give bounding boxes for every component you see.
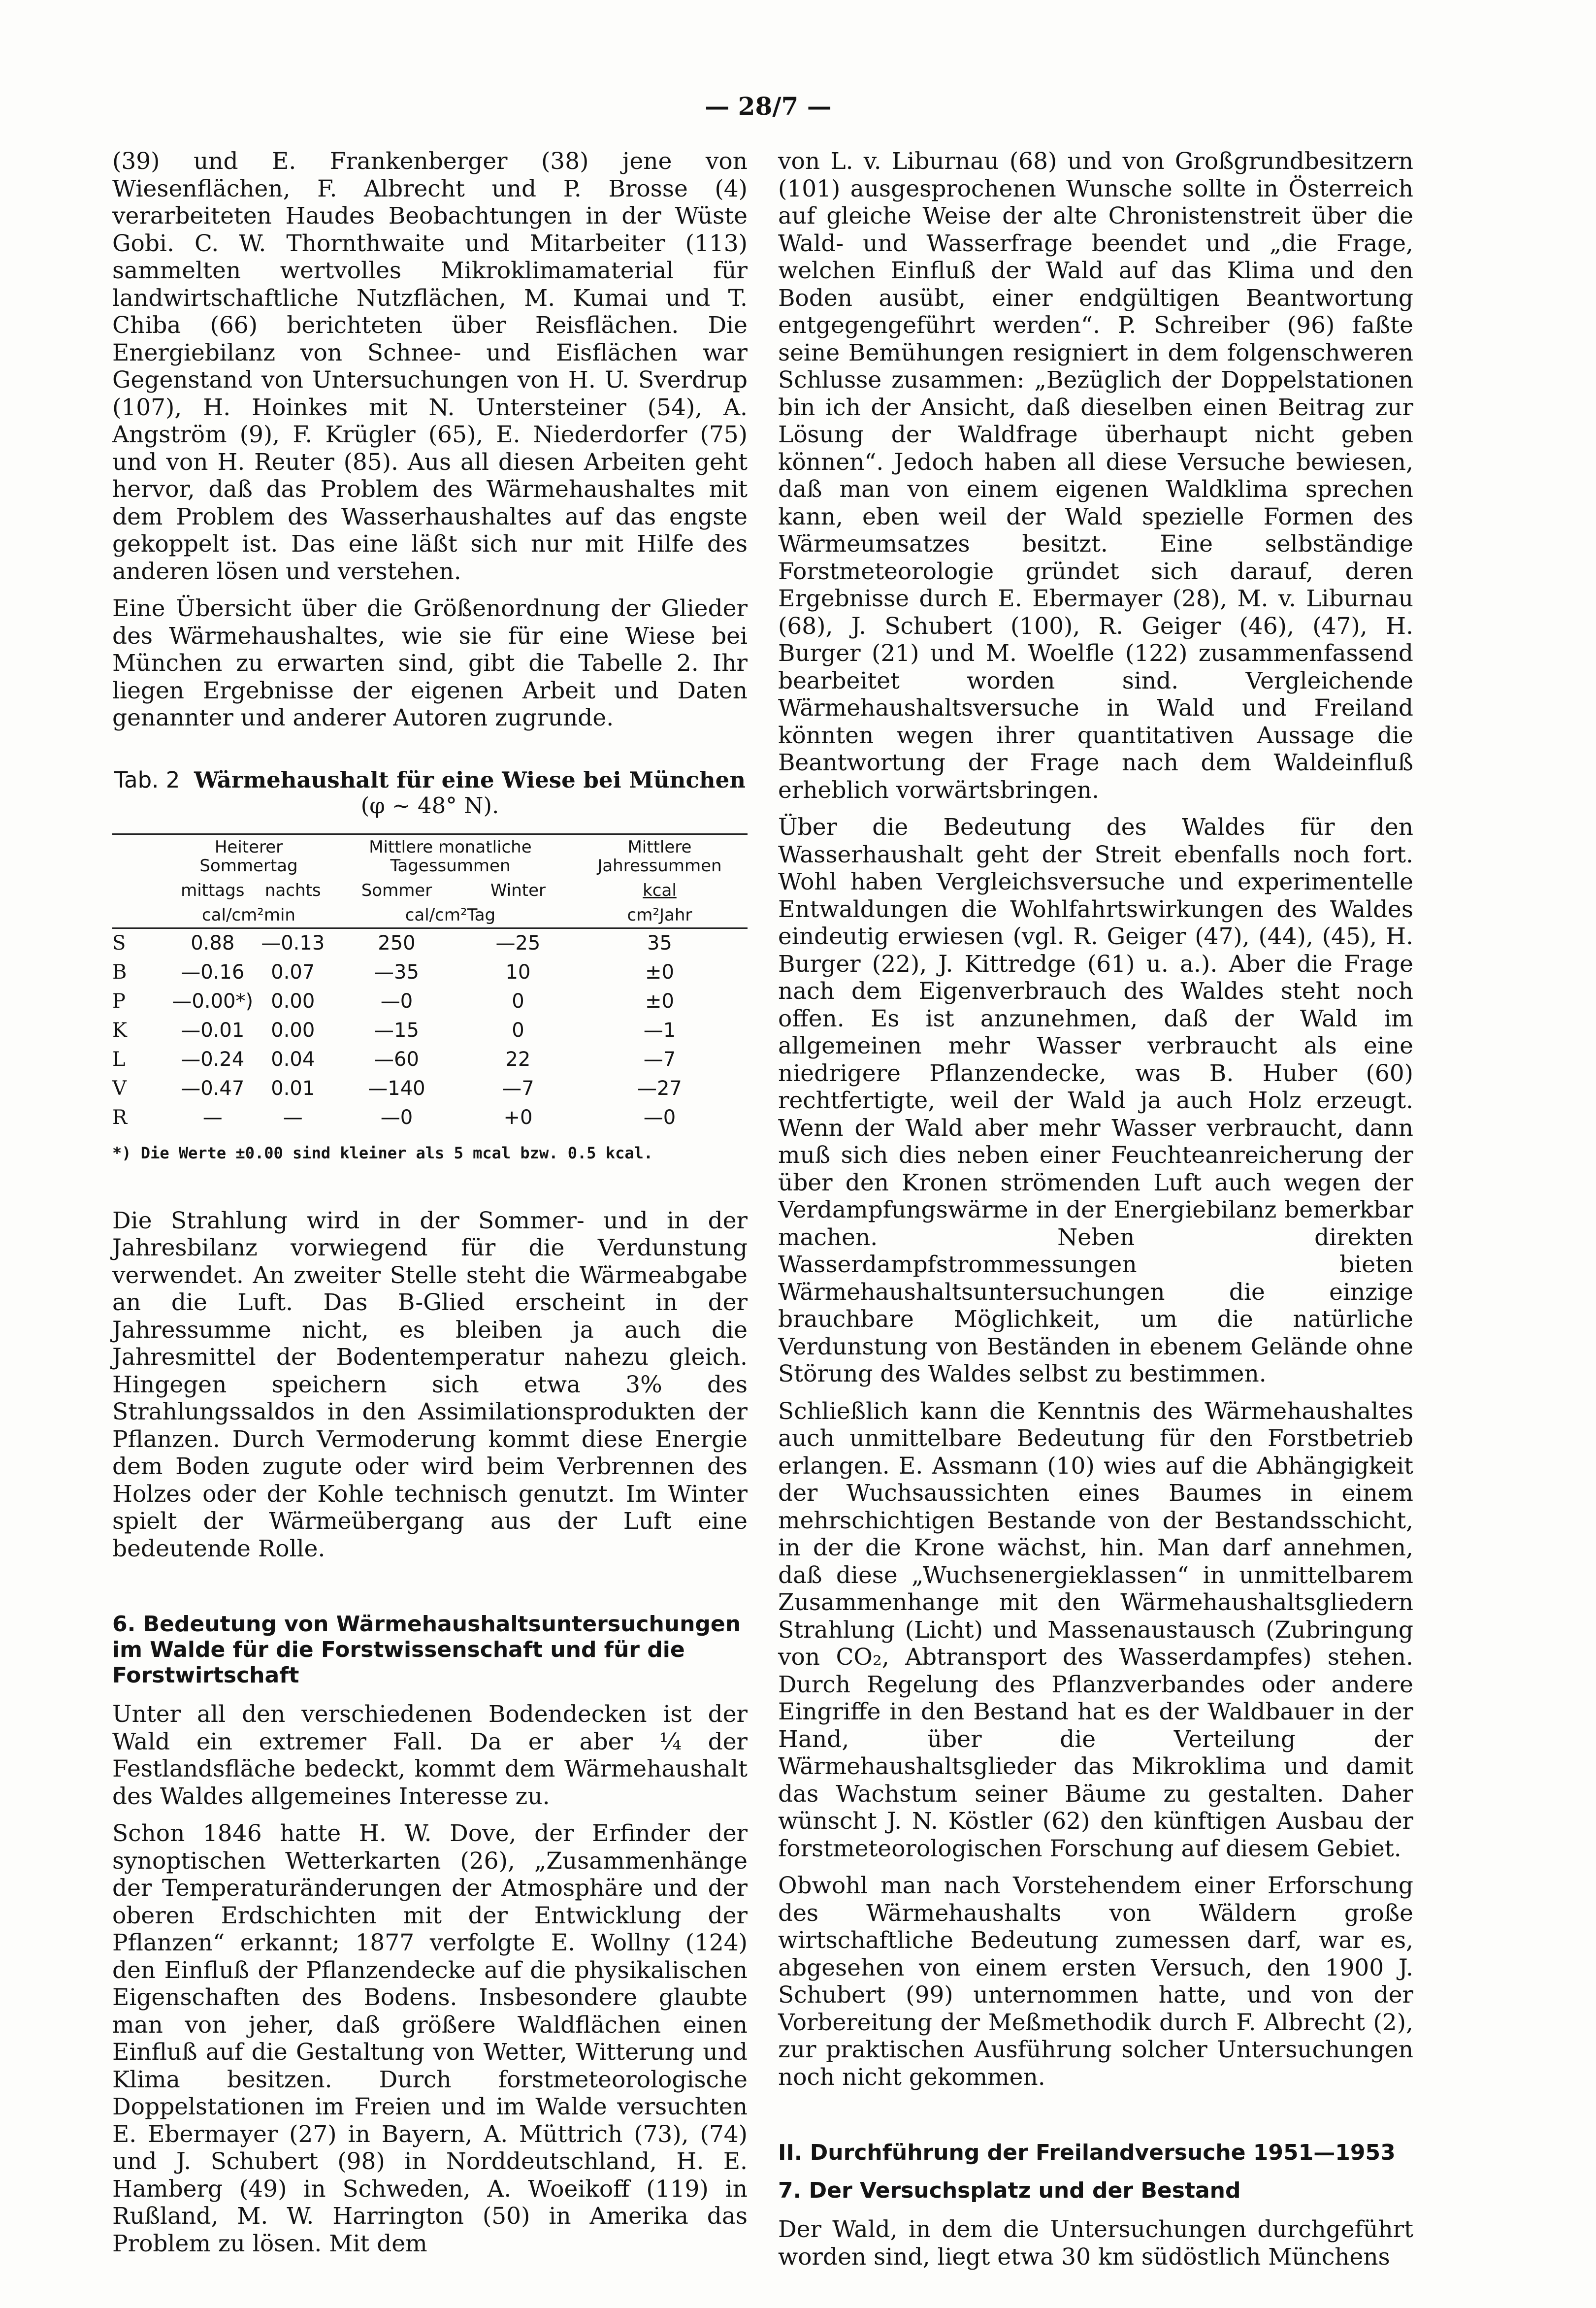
table-cell: ±0 <box>645 990 674 1013</box>
table-cell: —7 <box>643 1048 676 1071</box>
table-cell: —1 <box>643 1019 676 1042</box>
col-group-heiterer-sommertag: Heiterer Sommertag <box>168 834 329 878</box>
left-paragraph-1: (39) und E. Frankenberger (38) jene von Wiesenflächen, F. Albrecht und P. Brosse (4) verarbeiteten Haudes Beobachtungen in der Wüste Gobi. C. W. Thornthwaite und Mitarbeiter (113) sammelten wertvolles Mikroklimamaterial für landwirtschaftliche Nutzflächen, M. Kumai und T. Chiba (66) berichteten über Reisflächen. Die Energiebilanz von Schnee- und Eisflächen war Gegenstand von Untersuchungen von H. U. Sverdrup (107), H. Hoinkes mit N. Untersteiner (54), A. Angström (9), F. Krügler (65), E. Niederdorfer (75) und von H. Reuter (85). Aus all diesen Arbeiten geht hervor, daß das Problem des Wärmehaushaltes mit dem Problem des Wasserhaushaltes auf das engste gekoppelt ist. Das eine läßt sich nur mit Hilfe des anderen lösen und verstehen. <box>112 148 748 585</box>
table-cell: —35 <box>374 961 419 984</box>
chapter-2-heading: II. Durchführung der Freilandversuche 1951—1953 <box>778 2140 1396 2165</box>
col-sommer: Sommer <box>361 880 432 900</box>
row-label: V <box>112 1077 127 1100</box>
heat-balance-table <box>112 833 748 1132</box>
row-label: P <box>112 990 126 1013</box>
table-cell: —0.13 <box>261 932 325 955</box>
unit-cal-cm2-min: cal/cm²min <box>168 903 329 928</box>
section-7-heading: 7. Der Versuchsplatz und der Bestand <box>778 2178 1241 2203</box>
left-paragraph-2: Eine Übersicht über die Größenordnung der Glieder des Wärmehaushaltes, wie sie für eine Wiese bei München zu erwarten sind, gibt die Tabelle 2. Ihr liegen Ergebnisse der eigenen Arbeit und Daten genannter und anderer Autoren zugrunde. <box>112 595 748 731</box>
table-cell: 0.01 <box>271 1077 315 1100</box>
table-footnote: *) Die Werte ±0.00 sind kleiner als 5 mcal bzw. 0.5 kcal. <box>112 1143 653 1162</box>
row-label: B <box>112 961 127 984</box>
left-paragraph-5: Schon 1846 hatte H. W. Dove, der Erfinder der synoptischen Wetterkarten (26), „Zusammenhänge der Temperaturänderungen der Atmosphäre und der oberen Erdschichten mit der Entwicklung der Pflanzen“ erkannt; 1877 verfolgte E. Wollny (124) den Einfluß der Pflanzendecke auf die physikalischen Eigenschaften des Bodens. Insbesondere glaubte man von jeher, daß größere Waldflächen einen Einfluß auf die Gestaltung von Wetter, Witterung und Klima besitzen. Durch forstmeteorologische Doppelstationen im Freien und im Walde versuchten E. Ebermayer (27) in Bayern, A. Müttrich (73), (74) und J. Schubert (98) in Norddeutschland, H. E. Hamberg (49) in Schweden, A. Woeikoff (119) in Rußland, M. W. Harrington (50) in Amerika das Problem zu lösen. Mit dem <box>112 1820 748 2257</box>
right-paragraph-3: Schließlich kann die Kenntnis des Wärmehaushaltes auch unmittelbare Bedeutung für den Forstbetrieb erlangen. E. Assmann (10) wies auf die Abhängigkeit der Wuchsaussichten eines Baumes in einem mehrschichtigen Bestande von der Bestandsschicht, in der die Krone wächst, hin. Man darf annehmen, daß diese „Wuchsenergieklassen“ in unmittelbarem Zusammenhange mit den Wärmehaushaltsgliedern Strahlung (Licht) und Massenaustausch (Zubringung von CO₂, Abtransport des Wasserdampfes) stehen. Durch Regelung des Pflanzverbandes oder andere Eingriffe in den Bestand hat es der Waldbauer in der Hand, über die Verteilung der Wärmehaushaltsglieder das Mikroklima und damit das Wachstum seiner Bäume zu gestalten. Daher wünscht J. N. Köstler (62) den künftigen Ausbau der forstmeteorologischen Forschung auf diesem Gebiet. <box>778 1397 1413 1862</box>
row-label: R <box>112 1106 128 1129</box>
right-paragraph-2: Über die Bedeutung des Waldes für den Wasserhaushalt geht der Streit ebenfalls noch fort. Wohl haben Vergleichsversuche und experimentelle Entwaldungen die Wohlfahrtswirkungen des Waldes eindeutig erwiesen (vgl. R. Geiger (47), (44), (45), H. Burger (22), J. Kittredge (61) u. a.). Aber die Frage nach dem Eigenverbrauch des Waldes steht noch offen. Es ist anzunehmen, daß der Wald im allgemeinen mehr Wasser verbraucht als eine niedrigere Pflanzendecke, was B. Huber (60) rechtfertigte, weil der Wald ja auch Holz erzeugt. Wenn der Wald aber mehr Wasser verbraucht, dann muß sich dies neben einer Feuchteanreicherung der über den Kronen strömenden Luft auch wegen der Verdampfungswärme in der Energiebilanz bemerkbar machen. Neben direkten Wasserdampfstrommessungen bieten Wärmehaushaltsuntersuchungen die einzige brauchbare Möglichkeit, um die natürliche Verdunstung von Beständen in ebenem Gelände ohne Störung des Waldes selbst zu bestimmen. <box>778 814 1413 1387</box>
table-title: Wärmehaushalt für eine Wiese bei München <box>194 766 746 793</box>
table-cell: 0.88 <box>191 932 235 955</box>
row-label: L <box>112 1048 126 1071</box>
table-cell: 0.00 <box>271 990 315 1013</box>
table-cell: ±0 <box>645 961 674 984</box>
table-cell: 0.04 <box>271 1048 315 1071</box>
page-number: — 28/7 — <box>705 92 832 121</box>
col-mittags: mittags <box>181 880 245 900</box>
table-subtitle: (φ ~ 48° N). <box>360 792 499 819</box>
right-paragraph-5: Der Wald, in dem die Untersuchungen durchgeführt worden sind, liegt etwa 30 km südöstlich Münchens <box>778 2216 1413 2271</box>
table-row <box>112 928 748 958</box>
col-winter: Winter <box>490 880 546 900</box>
table-row <box>112 958 748 987</box>
unit-cal-cm2-tag: cal/cm²Tag <box>329 903 572 928</box>
table-cell: —0.47 <box>181 1077 245 1100</box>
table-cell: 0 <box>512 990 524 1013</box>
table-label: Tab. 2 <box>114 766 180 793</box>
table-cell: 0.00 <box>271 1019 315 1042</box>
table-cell: +0 <box>503 1106 533 1129</box>
unit-cm2-jahr: cm²Jahr <box>572 903 748 928</box>
right-column <box>778 148 1413 2280</box>
table-cell: 22 <box>505 1048 531 1071</box>
table-cell: —0.01 <box>181 1019 245 1042</box>
table-cell: —0 <box>380 1106 413 1129</box>
left-paragraph-4: Unter all den verschiedenen Bodendecken ist der Wald ein extremer Fall. Da er aber ¼ der Festlandsfläche bedeckt, kommt dem Wärmehaushalt des Waldes allgemeines Interesse zu. <box>112 1701 748 1810</box>
table-cell: —0.16 <box>181 961 245 984</box>
table-cell: — <box>202 1106 223 1129</box>
col-group-jahressummen: Mittlere Jahressummen <box>572 834 748 878</box>
table-cell: 10 <box>505 961 531 984</box>
right-paragraph-1: von L. v. Liburnau (68) und von Großgrundbesitzern (101) ausgesprochenen Wunsche sollte in Österreich auf gleiche Weise der alte Chronistenstreit über die Wald- und Wasserfrage beendet und „die Frage, welchen Einfluß der Wald auf das Klima und den Boden ausübt, einer endgültigen Beantwortung entgegengeführt werden“. P. Schreiber (96) faßte seine Bemühungen resigniert in dem folgenschweren Schlusse zusammen: „Bezüglich der Doppelstationen bin ich der Ansicht, daß dieselben einen Beitrag zur Lösung der Waldfrage überhaupt nicht geben können“. Jedoch haben all diese Versuche bewiesen, daß man von einem eigenen Waldklima sprechen kann, eben weil der Wald spezielle Formen des Wärmeumsatzes besitzt. Eine selbständige Forstmeteorologie gründet sich darauf, deren Ergebnisse durch E. Ebermayer (28), M. v. Liburnau (68), J. Schubert (100), R. Geiger (46), (47), H. Burger (21) und M. Woelfle (122) zusammenfassend bearbeitet worden sind. Vergleichende Wärmehaushaltsversuche in Wald und Freiland könnten wegen ihrer quantitativen Aussage die Beantwortung der Frage nach dem Waldeinfluß erheblich vorwärtsbringen. <box>778 148 1413 804</box>
col-group-tagessummen: Mittlere monatliche Tagessummen <box>329 834 572 878</box>
table-cell: 0.07 <box>271 961 315 984</box>
table-cell: —0 <box>643 1106 676 1129</box>
table-cell: —7 <box>502 1077 534 1100</box>
table-cell: 35 <box>647 932 672 955</box>
table-cell: —140 <box>368 1077 425 1100</box>
col-kcal: kcal <box>643 880 677 900</box>
table-row <box>112 1045 748 1074</box>
table-caption <box>112 767 748 819</box>
table-row <box>112 987 748 1016</box>
table-cell: 0 <box>512 1019 524 1042</box>
section-6-heading: 6. Bedeutung von Wärmehaushaltsuntersuchungen im Walde für die Forstwissenschaft und für die Forstwirtschaft <box>112 1612 741 1688</box>
table-row <box>112 1016 748 1045</box>
table-row <box>112 1074 748 1103</box>
table-cell: —0.24 <box>181 1048 245 1071</box>
table-cell: —25 <box>495 932 541 955</box>
table-cell: —27 <box>637 1077 682 1100</box>
table-cell: — <box>283 1106 303 1129</box>
table-cell: —0 <box>380 990 413 1013</box>
left-paragraph-3: Die Strahlung wird in der Sommer- und in der Jahresbilanz vorwiegend für die Verdunstung verwendet. An zweiter Stelle steht die Wärmeabgabe an die Luft. Das B-Glied erscheint in der Jahressumme nicht, es bleiben ja auch die Jahresmittel der Bodentemperatur nahezu gleich. Hingegen speichern sich etwa 3% des Strahlungssaldos in den Assimilationsprodukten der Pflanzen. Durch Vermoderung kommt diese Energie dem Boden zugute oder wird beim Verbrennen des Holzes oder der Kohle technisch genutzt. Im Winter spielt der Wärmeübergang aus der Luft eine bedeutende Rolle. <box>112 1207 748 1562</box>
left-column <box>112 148 748 2267</box>
row-label: S <box>112 932 126 955</box>
table-cell: —15 <box>374 1019 419 1042</box>
right-paragraph-4: Obwohl man nach Vorstehendem einer Erforschung des Wärmehaushalts von Wäldern große wirtschaftliche Bedeutung zumessen darf, war es, abgesehen von einem ersten Versuch, den 1900 J. Schubert (99) unternommen hatte, und von der Vorbereitung der Meßmethodik durch F. Albrecht (2), zur praktischen Ausführung solcher Untersuchungen noch nicht gekommen. <box>778 1872 1413 2091</box>
table-body <box>112 928 748 1132</box>
row-label: K <box>112 1019 127 1042</box>
table-cell: 250 <box>378 932 416 955</box>
table-cell: —60 <box>374 1048 419 1071</box>
table-cell: —0.00*) <box>172 990 254 1013</box>
col-nachts: nachts <box>264 880 321 900</box>
table-row <box>112 1103 748 1132</box>
